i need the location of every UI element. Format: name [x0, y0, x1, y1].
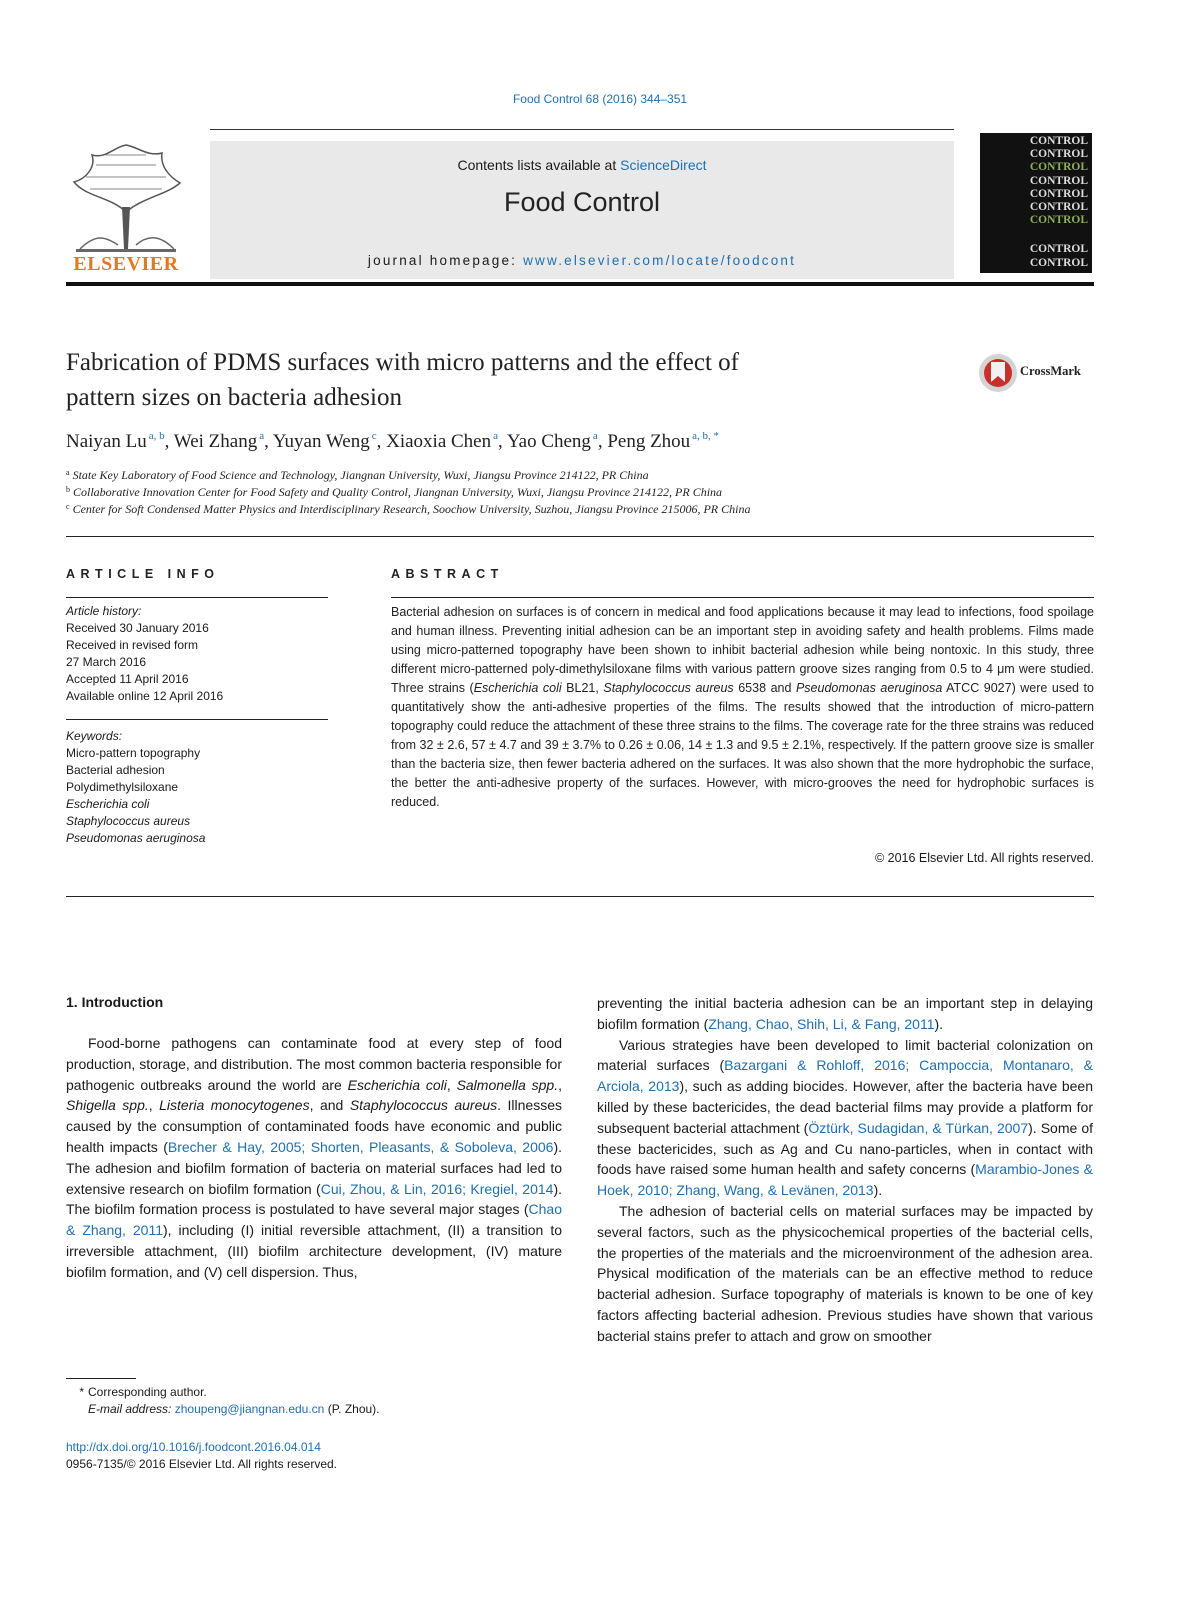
keyword: Staphylococcus aureus [66, 814, 191, 828]
crossmark-icon [978, 352, 1018, 394]
keyword: Escherichia coli [66, 797, 150, 811]
author-affiliation-mark[interactable]: a [259, 430, 265, 442]
author-name[interactable]: Yao Cheng [506, 431, 591, 452]
history-item: Received in revised form [66, 638, 199, 652]
reference-link[interactable]: Öztürk, Sudagidan, & Türkan, 2007 [808, 1119, 1029, 1136]
author-list: Naiyan Lu $^{a, b}$, Wei Zhang $^a$, Yuyan Weng $^c$, Xiaoxia Chen $^a$, Yao Cheng $^a$, Peng Zhou $^{a, b, *}$ [66, 430, 720, 452]
cover-text: CONTROL [1029, 174, 1088, 187]
crossmark-badge[interactable] [978, 352, 1096, 394]
reference-link[interactable]: Brecher & Hay, 2005; Shorten, Pleasants, & Soboleva, 2006 [167, 1138, 554, 1155]
journal-cover-thumbnail [980, 133, 1092, 273]
doi-link[interactable]: http://dx.doi.org/10.1016/j.foodcont.2016.04.014 [66, 1440, 321, 1454]
homepage-line: journal homepage: www.elsevier.com/locate/foodcont [367, 253, 797, 268]
article-info-rule [66, 597, 328, 598]
crossmark-label: CrossMark [1020, 364, 1081, 378]
affiliation: $^a$ State Key Laboratory of Food Science and Technology, Jiangnan University, Wuxi, Jiangsu Province 214122, PR China [66, 468, 649, 482]
homepage-link[interactable]: www.elsevier.com/locate/foodcont [523, 253, 797, 268]
footnote-rule [66, 1378, 136, 1379]
journal-title: Food Control [503, 187, 661, 217]
paragraph: Various strategies have been developed to limit bacterial colonization on material surfaces (Bazargani & Rohloff, 2016; Campoccia, Montanaro, & Arciola, 2013), such as adding biocides. However, after the bacteria have been killed by these bactericides, the dead bacterial films may provide a platform for subsequent bacterial attachment (Öztürk, Sudagidan, & Türkan, 2007). Some of these bactericides, such as Ag and Cu nano-particles, when in contact with foods have raised some human health and safety concerns (Marambio-Jones & Hoek, 2010; Zhang, Wang, & Levänen, 2013). [597, 1036, 1094, 1199]
cover-text: CONTROL [1029, 135, 1088, 147]
article-title: Fabrication of PDMS surfaces with micro patterns and the effect of pattern sizes on bacteria adhesion [66, 349, 739, 411]
sciencedirect-link[interactable]: ScienceDirect [620, 157, 707, 173]
cover-text: CONTROL [1029, 214, 1088, 227]
author-affiliation-mark[interactable]: a, b [148, 430, 165, 442]
header-rule [66, 282, 1094, 286]
history-item: Available online 12 April 2016 [66, 689, 224, 703]
reference-link[interactable]: Bazargani & Rohloff, 2016; Campoccia, Montanaro, & Arciola, 2013 [597, 1057, 1093, 1095]
journal-masthead [210, 141, 954, 279]
section-divider [66, 536, 1094, 537]
reference-link[interactable]: Cui, Zhou, & Lin, 2016; Kregiel, 2014 [320, 1180, 554, 1197]
publisher-wordmark: ELSEVIER [73, 253, 179, 275]
author-name[interactable]: Naiyan Lu [66, 431, 147, 452]
intro-left-column [66, 1033, 562, 1283]
journal-citation[interactable]: Food Control 68 (2016) 344–351 [512, 92, 688, 106]
reference-link[interactable]: Chao & Zhang, 2011 [66, 1201, 562, 1239]
keyword: Polydimethylsiloxane [66, 780, 179, 794]
reference-link[interactable]: Marambio-Jones & Hoek, 2010; Zhang, Wang, & Levänen, 2013 [597, 1161, 1094, 1199]
section-divider [66, 896, 1094, 897]
affiliation: $^c$ Center for Soft Condensed Matter Physics and Interdisciplinary Research, Soochow University, Suzhou, Jiangsu Province 215006, PR China [66, 502, 751, 516]
doi-block [66, 1439, 337, 1473]
email-link[interactable]: zhoupeng@jiangnan.edu.cn [174, 1402, 325, 1416]
keywords-label: Keywords: [66, 729, 123, 743]
keyword: Micro-pattern topography [66, 746, 201, 760]
intro-right-column [597, 993, 1093, 1347]
history-item: Received 30 January 2016 [66, 621, 209, 635]
paragraph: The adhesion of bacterial cells on material surfaces may be impacted by several factors, such as the physicochemical properties of the bacterial cells, the properties of the materials and the microenvironment of the adhesion area. Physical modification of the materials can be an effective method to reduce bacterial adhesion. Surface topography of materials is known to be one of key factors affecting bacterial adhesion. Previous studies have shown that various bacterial stains prefer to attach and grow on smoother [597, 1202, 1093, 1344]
cover-text: CONTROL [1029, 187, 1088, 200]
author-name[interactable]: Xiaoxia Chen [386, 431, 492, 452]
keyword: Bacterial adhesion [66, 763, 165, 777]
abstract-heading: ABSTRACT [391, 567, 504, 581]
paragraph: preventing the initial bacteria adhesion can be an important step in delaying biofilm formation (Zhang, Chao, Shih, Li, & Fang, 2011). [597, 995, 1093, 1032]
history-item: Accepted 11 April 2016 [66, 672, 189, 686]
affiliation: $^b$ Collaborative Innovation Center for Food Safety and Quality Control, Jiangnan University, Wuxi, Jiangsu Province 214122, PR China [66, 485, 723, 499]
abstract-copyright: © 2016 Elsevier Ltd. All rights reserved. [874, 851, 1094, 865]
journal-header [66, 129, 1094, 289]
history-item: 27 March 2016 [66, 655, 147, 669]
cover-text: CONTROL [1029, 201, 1088, 214]
author-name[interactable]: Peng Zhou [607, 431, 691, 452]
email-note: E-mail address: zhoupeng@jiangnan.edu.cn (P. Zhou). [88, 1402, 380, 1416]
keywords-rule [66, 719, 328, 720]
author-affiliation-mark[interactable]: a, b, * [692, 430, 720, 442]
reference-link[interactable]: Zhang, Chao, Shih, Li, & Fang, 2011 [708, 1015, 935, 1032]
author-affiliation-mark[interactable]: a [592, 430, 598, 442]
article-info [66, 603, 328, 847]
author-name[interactable]: Wei Zhang [173, 431, 258, 452]
article-info-heading: ARTICLE INFO [66, 567, 220, 581]
corresponding-author-note: * Corresponding author. [79, 1385, 207, 1399]
keyword: Pseudomonas aeruginosa [66, 831, 206, 845]
cover-text: CONTROL [1029, 256, 1088, 269]
history-label: Article history: [66, 604, 142, 618]
author-name[interactable]: Yuyan Weng [272, 431, 370, 452]
abstract-rule [391, 597, 1094, 598]
contents-line: Contents lists available at ScienceDirect [457, 157, 707, 173]
intro-heading: 1. Introduction [66, 994, 164, 1010]
author-affiliation-mark[interactable]: c [371, 430, 377, 442]
cover-text: CONTROL [1029, 161, 1088, 174]
header-top-rule [210, 129, 954, 130]
issn-line: 0956-7135/© 2016 Elsevier Ltd. All rights reserved. [66, 1457, 337, 1471]
paragraph: Food-borne pathogens can contaminate food at every step of food production, storage, and distribution. The most common bacteria responsible for pathogenic outbreaks around the world are Escherichia coli, Salmonella spp., Shigella spp., Listeria monocytogenes, and Staphylococcus aureus. Illnesses caused by the consumption of contaminated foods have economic and public health impacts (Brecher & Hay, 2005; Shorten, Pleasants, & Soboleva, 2006). The adhesion and biofilm formation of bacteria on material surfaces had led to extensive research on biofilm formation (Cui, Zhou, & Lin, 2016; Kregiel, 2014). The biofilm formation process is postulated to have several major stages (Chao & Zhang, 2011), including (I) initial reversible attachment, (II) a transition to irreversible attachment, (III) biofilm architecture development, (IV) mature biofilm formation, and (V) cell dispersion. Thus, [66, 1035, 563, 1280]
cover-text: CONTROL [1029, 243, 1088, 256]
abstract-body: Bacterial adhesion on surfaces is of concern in medical and food applications because it may lead to infections, food spoilage and human illness. Preventing initial adhesion can be an important step in avoiding safety and health problems. Films made using micro-patterned topography have been shown to inhibit bacterial adhesion while being nontoxic. In this study, three different micro-patterned poly-dimethylsiloxane films with various pattern groove sizes ranging from 0.5 to 4 μm were studied. Three strains (Escherichia coli BL21, Staphylococcus aureus 6538 and Pseudomonas aeruginosa ATCC 9027) were used to quantitatively show the anti-adhesive properties of the films. The results showed that the introduction of micro-pattern topography could reduce the attachment of these three strains to the films. The coverage rate for the three strains was reduced from 32 ± 2.6, 57 ± 4.7 and 39 ± 3.7% to 0.26 ± 0.06, 14 ± 1.3 and 9.5 ± 2.1%, respectively. If the pattern groove size is smaller than the bacteria size, then fewer bacteria adhered on the surfaces. It was also shown that the more hydrophobic the surface, the better the anti-adhesive property of the surfaces. However, with micro-grooves the need for hydrophobic surfaces is reduced. [391, 605, 1094, 809]
author-affiliation-mark[interactable]: a [493, 430, 499, 442]
cover-text: CONTROL [1029, 148, 1088, 161]
